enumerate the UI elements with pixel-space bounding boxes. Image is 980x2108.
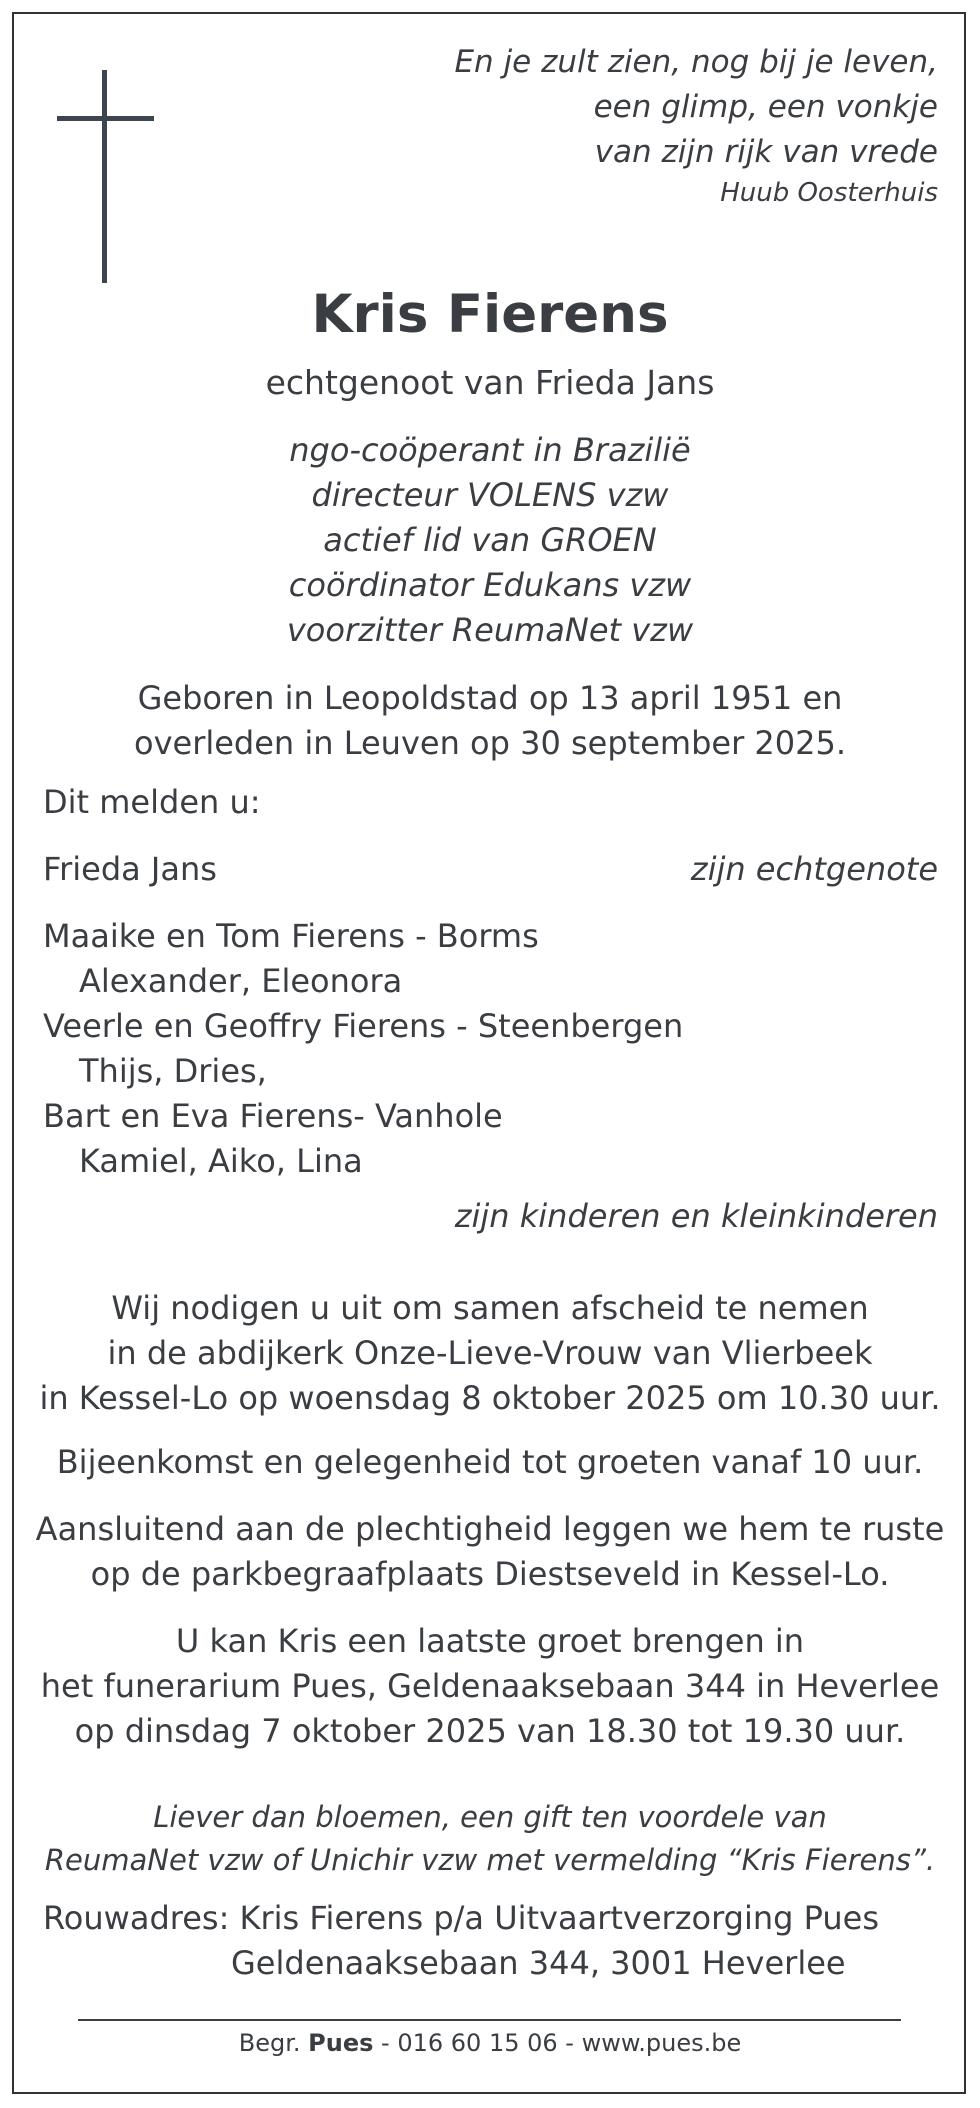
quote [454, 40, 938, 211]
roles-list [0, 428, 980, 653]
quote-line: een glimp, een vonkje [593, 89, 938, 125]
flowers-line: Liever dan bloemen, een gift ten voordele van [153, 1800, 827, 1834]
deceased-name: Kris Fierens [311, 284, 669, 345]
invite-line: in de abdijkerk Onze-Lieve-Vrouw van Vlierbeek [107, 1334, 873, 1372]
family-couple: Bart en Eva Fierens- Vanhole [43, 1097, 503, 1135]
died-line: overleden in Leuven op 30 september 2025. [133, 724, 846, 762]
quote-author: Huub Oosterhuis [720, 178, 938, 208]
burial-line: op de parkbegraafplaats Diestseveld in Kessel-Lo. [90, 1555, 890, 1593]
family-children: Alexander, Eleonora [79, 962, 403, 1000]
footer-company: Pues [308, 2029, 374, 2057]
cross-vertical-bar [102, 70, 107, 283]
born-line: Geboren in Leopoldstad op 13 april 1951 en [137, 679, 843, 717]
flowers-note [0, 1796, 980, 1882]
gathering-line: Bijeenkomst en gelegenheid tot groeten vanaf 10 uur. [56, 1443, 924, 1481]
invite-line: in Kessel-Lo op woensdag 8 oktober 2025 om 10.30 uur. [39, 1379, 941, 1417]
cross-horizontal-bar [57, 116, 154, 121]
family-list [43, 914, 683, 1184]
role-item: actief lid van GROEN [323, 521, 657, 559]
role-item: ngo-coöperant in Brazilië [289, 431, 691, 469]
footer-prefix: Begr. [238, 2029, 301, 2057]
family-children: Kamiel, Aiko, Lina [79, 1142, 363, 1180]
footer-contact: - 016 60 15 06 - www.pues.be [373, 2029, 742, 2057]
visit-line: U kan Kris een laatste groet brengen in [175, 1622, 805, 1660]
footer [0, 2026, 980, 2060]
role-item: coördinator Edukans vzw [288, 566, 692, 604]
visit-line: het funerarium Pues, Geldenaaksebaan 344 in Heverlee [40, 1667, 940, 1705]
footer-divider [78, 2019, 901, 2021]
burial-info [0, 1507, 980, 1597]
announce-intro: Dit melden u: [43, 783, 261, 821]
role-item: directeur VOLENS vzw [311, 476, 669, 514]
role-item: voorzitter ReumaNet vzw [286, 611, 694, 649]
mourning-address [43, 1896, 879, 1986]
quote-line: van zijn rijk van vrede [594, 134, 938, 170]
ceremony-invite [0, 1286, 980, 1421]
birth-death [0, 676, 980, 766]
address-line: Geldenaaksebaan 344, 3001 Heverlee [231, 1944, 846, 1982]
family-couple: Maaike en Tom Fierens - Borms [43, 917, 539, 955]
invite-line: Wij nodigen u uit om samen afscheid te nemen [111, 1289, 869, 1327]
spouse-role: zijn echtgenote [690, 850, 938, 888]
quote-line: En je zult zien, nog bij je leven, [454, 44, 938, 80]
spouse-name: Frieda Jans [43, 850, 217, 888]
spouse-line: echtgenoot van Frieda Jans [265, 363, 715, 402]
address-line: Rouwadres: Kris Fierens p/a Uitvaartverzorging Pues [43, 1899, 879, 1937]
flowers-line: ReumaNet vzw of Unichir vzw met vermelding “Kris Fierens”. [44, 1843, 936, 1877]
family-role: zijn kinderen en kleinkinderen [454, 1197, 938, 1235]
family-couple: Veerle en Geoffry Fierens - Steenbergen [43, 1007, 684, 1045]
burial-line: Aansluitend aan de plechtigheid leggen we hem te ruste [35, 1510, 945, 1548]
family-children: Thijs, Dries, [79, 1052, 267, 1090]
visit-line: op dinsdag 7 oktober 2025 van 18.30 tot 19.30 uur. [74, 1712, 906, 1750]
visit-info [0, 1619, 980, 1754]
